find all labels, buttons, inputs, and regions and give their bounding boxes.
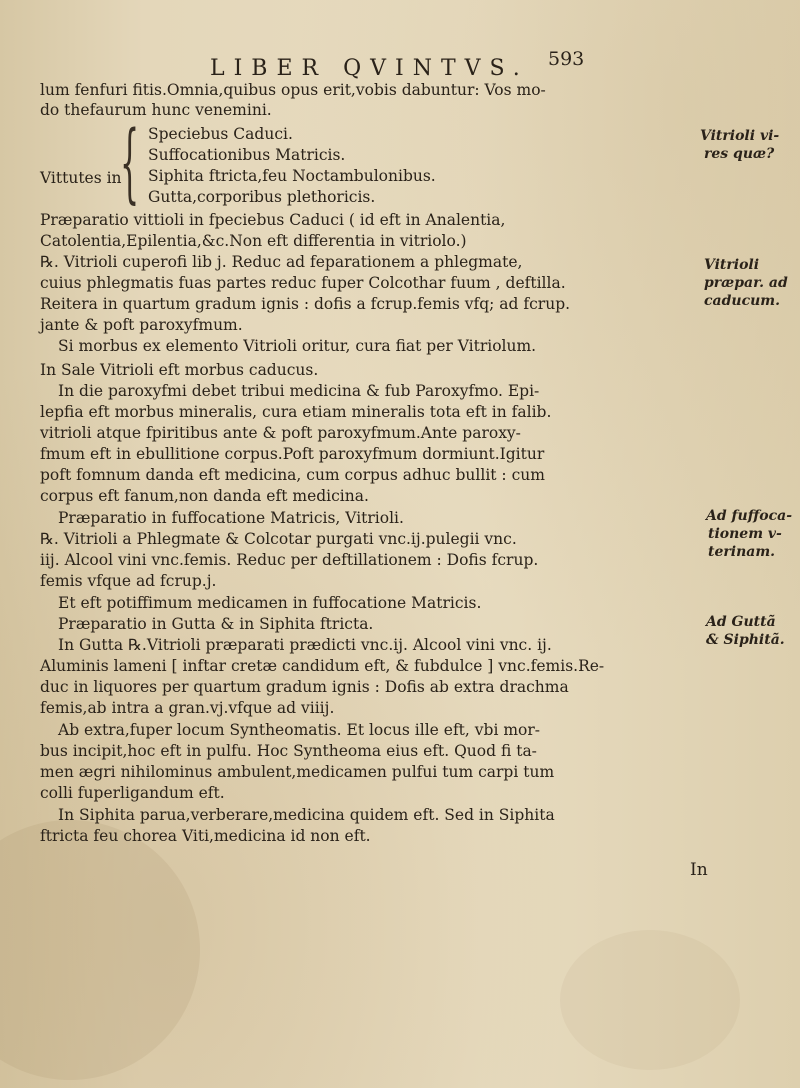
marginal-note: caducum. — [704, 293, 780, 309]
text-line: men ægri nihilominus ambulent,medicamen pulfui tum carpi tum — [40, 763, 555, 781]
text-line: femis,ab intra a gran.vj.vfque ad viiij. — [40, 699, 335, 717]
text-line: In die paroxyfmi debet tribui medicina & fub Paroxyfmo. Epi- — [58, 382, 540, 400]
text-line: Suffocationibus Matricis. — [148, 146, 346, 164]
text-line: Gutta,corporibus plethoricis. — [148, 188, 376, 206]
marginal-note: terinam. — [708, 544, 776, 560]
marginal-note: res quæ? — [704, 146, 775, 162]
text-line: lum fenfuri fitis.Omnia,quibus opus erit,vobis dabuntur: Vos mo- — [40, 81, 546, 99]
text-line: Et eft potiffimum medicamen in fuffocatione Matricis. — [58, 594, 482, 612]
text-line: Reitera in quartum gradum ignis : dofis a fcrup.femis vfq; ad fcrup. — [40, 295, 571, 313]
text-line: In Sale Vitrioli eft morbus caducus. — [40, 361, 319, 379]
marginal-note: tionem v- — [708, 526, 782, 542]
text-line: In Gutta ℞.Vitrioli præparati prædicti vnc.ij. Alcool vini vnc. ij. — [58, 636, 552, 654]
curly-brace-icon: { — [120, 113, 140, 213]
text-line: vitrioli atque fpiritibus ante & poft paroxyfmum.Ante paroxy- — [40, 424, 521, 442]
text-line: corpus eft fanum,non danda eft medicina. — [40, 487, 369, 505]
text-line: lepfia eft morbus mineralis, cura etiam mineralis tota eft in falib. — [40, 403, 552, 421]
marginal-note: Vitrioli — [704, 257, 760, 273]
text-line: Si morbus ex elemento Vitrioli oritur, cura fiat per Vitriolum. — [58, 337, 537, 355]
brace-label: Vittutes in — [40, 169, 122, 187]
text-line: Ab extra,fuper locum Syntheomatis. Et locus ille eft, vbi mor- — [58, 721, 541, 739]
text-line: poft fomnum danda eft medicina, cum corpus adhuc bullit : cum — [40, 466, 545, 484]
catchword: In — [690, 860, 708, 880]
text-line: cuius phlegmatis fuas partes reduc fuper Colcothar fuum , deftilla. — [40, 274, 566, 292]
page-number: 593 — [548, 48, 585, 70]
text-line: Aluminis lameni [ inftar cretæ candidum eft, & fubdulce ] vnc.femis.Re- — [40, 657, 605, 675]
text-line: duc in liquores per quartum gradum ignis : Dofis ab extra drachma — [40, 678, 569, 696]
text-line: Catolentia,Epilentia,&c.Non eft differentia in vitriolo.) — [40, 232, 467, 250]
text-line: Præparatio in Gutta & in Siphita ftricta. — [58, 615, 374, 633]
marginal-note: præpar. ad — [704, 275, 788, 291]
text-line: femis vfque ad fcrup.j. — [40, 572, 217, 590]
text-line: Siphita ftricta,feu Noctambulonibus. — [148, 167, 436, 185]
marginal-note: Ad Guttã — [706, 614, 776, 630]
marginal-note: Vitrioli vi- — [700, 128, 780, 144]
text-line: do thefaurum hunc venemini. — [40, 101, 272, 119]
paper-stain — [0, 820, 200, 1080]
text-line: In Siphita parua,verberare,medicina quidem eft. Sed in Siphita — [58, 806, 555, 824]
marginal-note: Ad fuffoca- — [706, 508, 793, 524]
text-line: Speciebus Caduci. — [148, 125, 293, 143]
text-line: fmum eft in ebullitione corpus.Poft paroxyfmum dormiunt.Igitur — [40, 445, 545, 463]
text-line: Præparatio vittioli in fpeciebus Caduci ( id eft in Analentia, — [40, 211, 506, 229]
text-line: iij. Alcool vini vnc.femis. Reduc per deftillationem : Dofis fcrup. — [40, 551, 539, 569]
text-line: ftricta feu chorea Viti,medicina id non eft. — [40, 827, 371, 845]
text-line: colli fuperligandum eft. — [40, 784, 225, 802]
running-title: LIBER QVINTVS. — [210, 56, 529, 81]
marginal-note: & Siphitã. — [706, 632, 785, 648]
text-line: jante & poft paroxyfmum. — [40, 316, 243, 334]
text-line: ℞. Vitrioli cuperofi lib j. Reduc ad feparationem a phlegmate, — [40, 253, 523, 271]
text-line: ℞. Vitrioli a Phlegmate & Colcotar purgati vnc.ij.pulegii vnc. — [40, 530, 517, 548]
paper-stain — [560, 930, 740, 1070]
text-line: Præparatio in fuffocatione Matricis, Vitrioli. — [58, 509, 404, 527]
text-line: bus incipit,hoc eft in pulfu. Hoc Syntheoma eius eft. Quod fi ta- — [40, 742, 537, 760]
